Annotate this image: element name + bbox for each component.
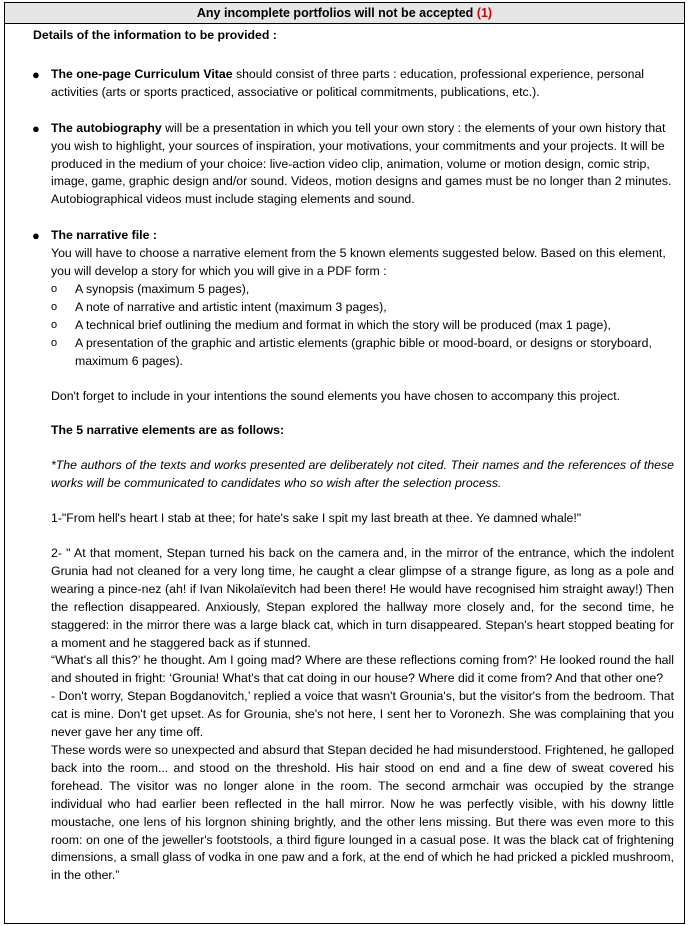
- narrative-element-1: 1-"From hell's heart I stab at thee; for hate's sake I spit my last breath at thee. Ye damned whale!": [51, 511, 582, 526]
- cv-text: should consist of three parts : education, professional experience, personal activities (arts or sports practiced, associative or political commitments, publications, etc.).: [51, 66, 645, 99]
- narrative-sublist: [51, 281, 674, 371]
- autobiography-lead: The autobiography: [51, 120, 162, 135]
- list-item: o A presentation of the graphic and artistic elements (graphic bible or mood-board, or designs or storyboard, maximum 6 pages).: [51, 335, 652, 368]
- narrative-element-2: 2- " At that moment, Stepan turned his back on the camera and, in the mirror of the entrance, which the indolent Grunia had not cleaned for a very long time, he caught a clear glimpse of a strange figure, as long as a pole and wearing a pince-nez (ah! if Ivan Nikolaïevitch had been there! He would have recognised him straight away!) Then the reflection disappeared. Anxiously, Stepan explored the hallway more closely and, for the second time, he staggered: in the mirror there was a large black cat, which in turn disappeared. Stepan's heart stopped beating for a moment and he staggered back as if stunned.: [51, 546, 674, 650]
- authors-note: *The authors of the texts and works presented are deliberately not cited. Their names and the references of these works will be communicated to candidates who so wish after the selection process.: [51, 458, 674, 491]
- list-item: o A technical brief outlining the medium and format in which the story will be produced (max 1 page),: [51, 317, 674, 335]
- autobiography-bullet: [31, 120, 674, 210]
- footnote-ref: (1): [476, 6, 493, 20]
- bullet-icon: ●: [32, 66, 40, 82]
- cv-lead: The one-page Curriculum Vitae: [51, 66, 233, 81]
- circle-bullet-icon: o: [51, 318, 58, 331]
- narrative-lead: The narrative file :: [51, 228, 157, 243]
- header-banner: [5, 3, 684, 24]
- document-body: [5, 27, 684, 885]
- list-item: o A synopsis (maximum 5 pages),: [51, 281, 674, 299]
- document-page: [4, 2, 685, 924]
- header-title: Any incomplete portfolios will not be accepted: [196, 6, 474, 20]
- narrative-intro: You will have to choose a narrative element from the 5 known elements suggested below. Based on this element, you will develop a story for which you will give in a PDF form :: [51, 246, 666, 279]
- narrative-bullet: [31, 227, 674, 885]
- circle-bullet-icon: o: [51, 336, 58, 349]
- circle-bullet-icon: o: [51, 300, 58, 313]
- cv-bullet: [31, 66, 674, 102]
- narrative-element-2-para: “What's all this?’ he thought. Am I going mad? Where are these reflections coming from?’ He looked round the hall and shouted in fright: ‘Grounia! What's that cat doing in our house? Where did it come from? And that other one?: [51, 653, 674, 686]
- bullet-icon: ●: [32, 120, 40, 136]
- circle-bullet-icon: o: [51, 282, 58, 295]
- sound-note: Don't forget to include in your intentions the sound elements you have chosen to accompany this project.: [51, 388, 621, 403]
- details-title: Details of the information to be provided :: [33, 28, 277, 42]
- list-item: o A note of narrative and artistic intent (maximum 3 pages),: [51, 299, 674, 317]
- bullet-icon: ●: [32, 228, 40, 244]
- elements-title: The 5 narrative elements are as follows:: [51, 423, 285, 438]
- narrative-element-2-para: These words were so unexpected and absurd that Stepan decided he had misunderstood. Frightened, he galloped back into the room... and stood on the threshold. His hair stood on end and a fine dew of sweat covered his forehead. The visitor was no longer alone in the room. The second armchair was occupied by the strange individual who had earlier been reflected in the hall mirror. Now he was perfectly visible, with his downy little moustache, one lens of his lorgnon shining brightly, and the other lens missing. But there was even more to this room: on one of the jeweller's footstools, a third figure lounged in a casual pose. It was the black cat of frightening dimensions, a small glass of vodka in one paw and a fork, at the end of which he had pricked a pickled mushroom, in the other.”: [51, 743, 674, 883]
- autobiography-text: will be a presentation in which you tell your own story : the elements of your own history that you wish to highlight, your sources of inspiration, your motivations, your commitments and your projects. It will be produced in the medium of your choice: live-action video clip, animation, volume or motion design, comic strip, image, game, graphic design and/or sound. Videos, motion designs and games must be no longer than 2 minutes. Autobiographical videos must include staging elements and sound.: [51, 120, 672, 207]
- narrative-element-2-para: - Don't worry, Stepan Bogdanovitch,’ replied a voice that wasn't Grounia's, but the visitor's from the bedroom. That cat is mine. Don't get upset. As for Grounia, she's not here, I sent her to Voronezh. She was complaining that you never gave her any time off.: [51, 689, 674, 740]
